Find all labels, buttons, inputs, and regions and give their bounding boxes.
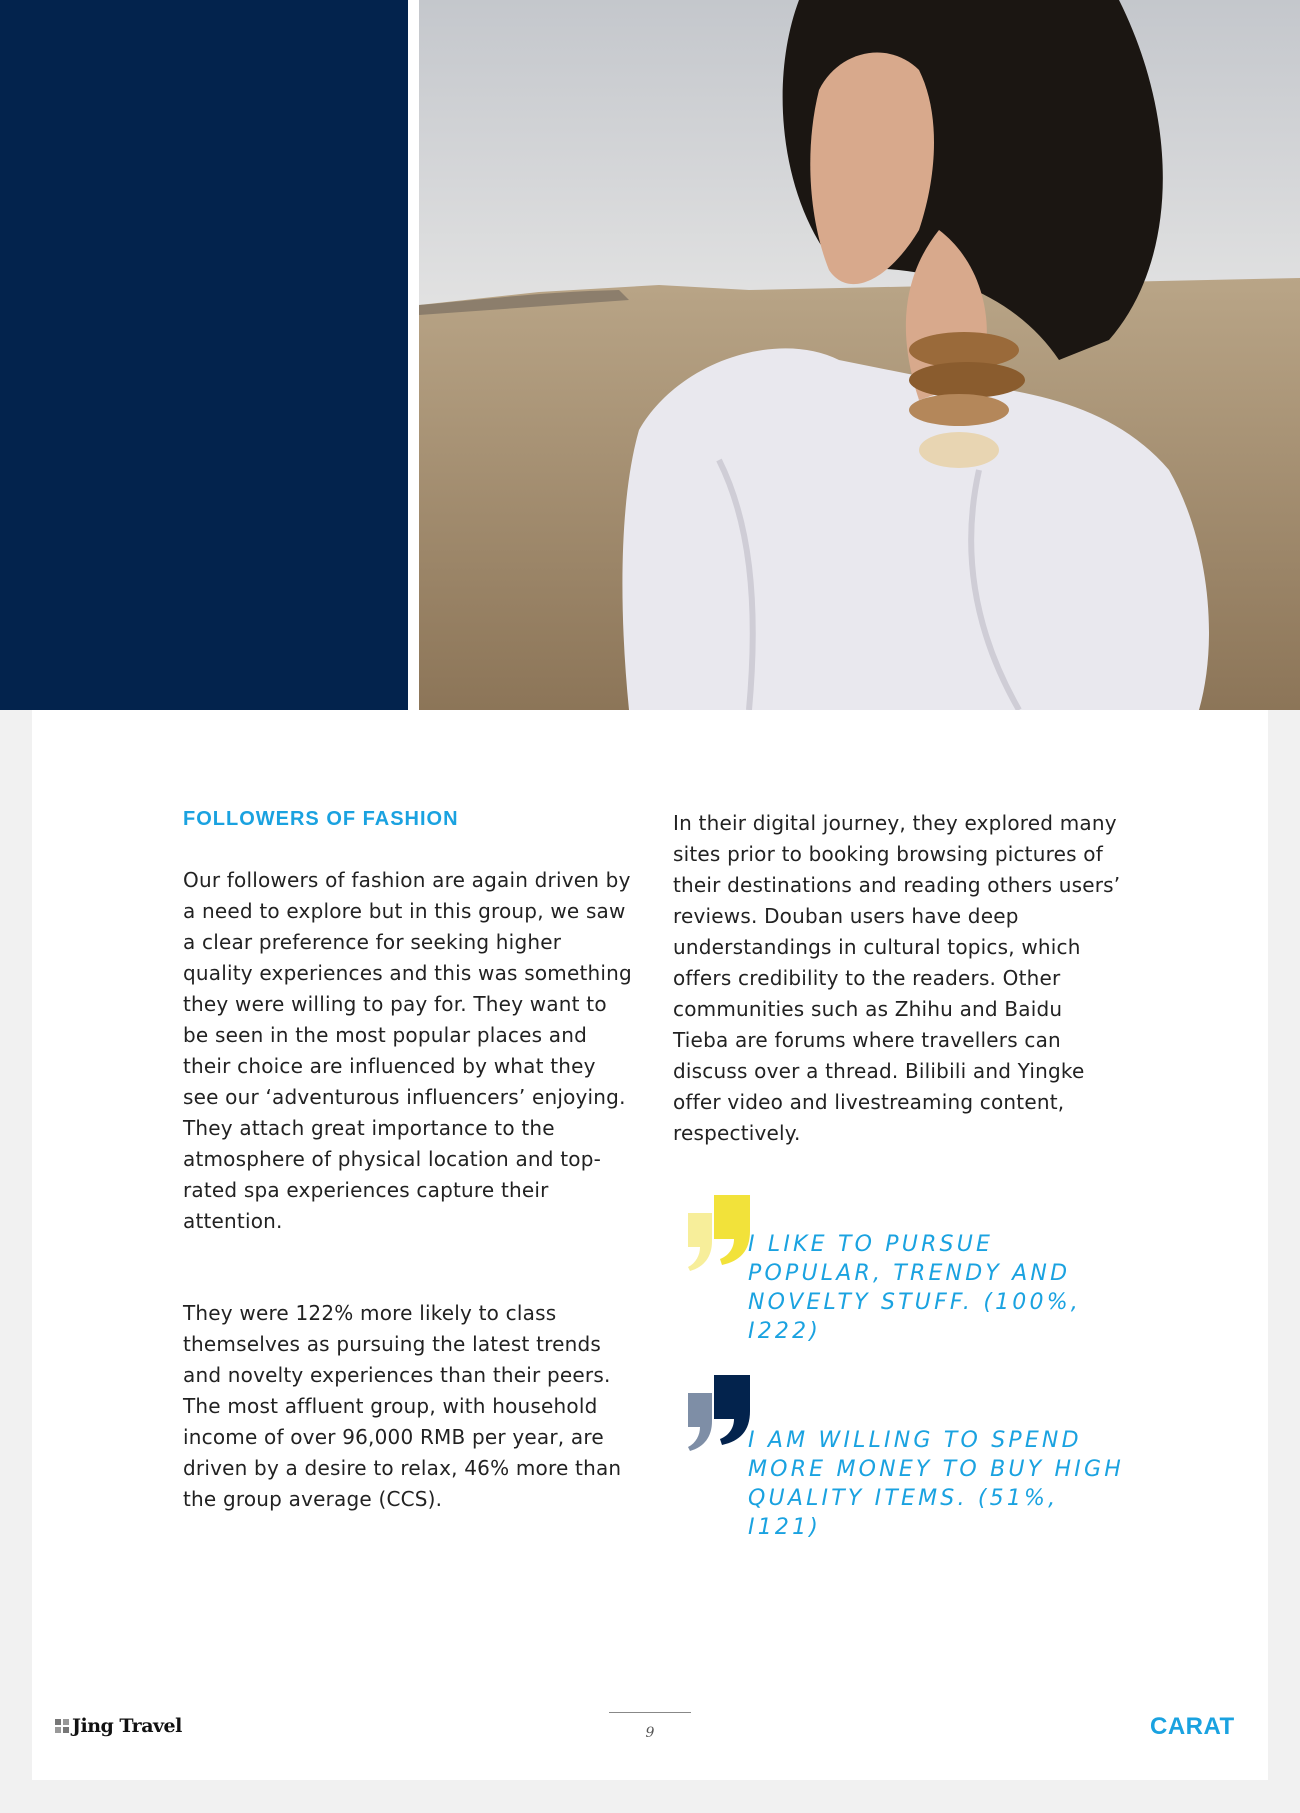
quote-mark-icon [688, 1375, 750, 1451]
left-paragraph-1: Our followers of fashion are again driven by a need to explore but in this group, we saw a clear preference for seeking higher quality experiences and this was something they were willing to pay for. They want to be seen in the most popular places and their choice are influenced by what they see our ‘adventurous influencers’ enjoying. They attach great importance to the atmosphere of physical location and top-rated spa experiences capture their attention. [183, 868, 632, 1233]
jing-travel-logo [55, 1715, 182, 1737]
quote-mark-icon [688, 1195, 750, 1271]
jing-travel-wordmark: Jing Travel [72, 1715, 182, 1737]
left-paragraph-2: They were 122% more likely to class themselves as pursuing the latest trends and novelty experiences than their peers. The most affluent group, with household income of over 96,000 RMB per year, are driven by a desire to relax, 46% more than the group average (CCS). [183, 1301, 622, 1511]
pull-quote-2-text: I AM WILLING TO SPEND MORE MONEY TO BUY HIGH QUALITY ITEMS. (51%, I121) [748, 1428, 1124, 1540]
carat-logo: CARAT [1150, 1713, 1235, 1740]
jing-mark-icon [55, 1719, 69, 1733]
right-paragraph-1: In their digital journey, they explored many sites prior to booking browsing pictures of their destinations and reading others users’ reviews. Douban users have deep understandings in cultural topics, which offers credibility to the readers. Other communities such as Zhihu and Baidu Tieba are forums where travellers can discuss over a thread. Bilibili and Yingke offer video and livestreaming content, respectively. [673, 811, 1121, 1145]
hero-photo [419, 0, 1300, 710]
pull-quote-1-text: I LIKE TO PURSUE POPULAR, TRENDY AND NOVELTY STUFF. (100%, I222) [748, 1232, 1081, 1344]
navy-color-block [0, 0, 408, 710]
page-number: 9 [645, 1725, 655, 1741]
section-heading: FOLLOWERS OF FASHION [183, 808, 459, 830]
footer-divider [609, 1712, 691, 1713]
hero-photo-illustration [419, 0, 1300, 710]
